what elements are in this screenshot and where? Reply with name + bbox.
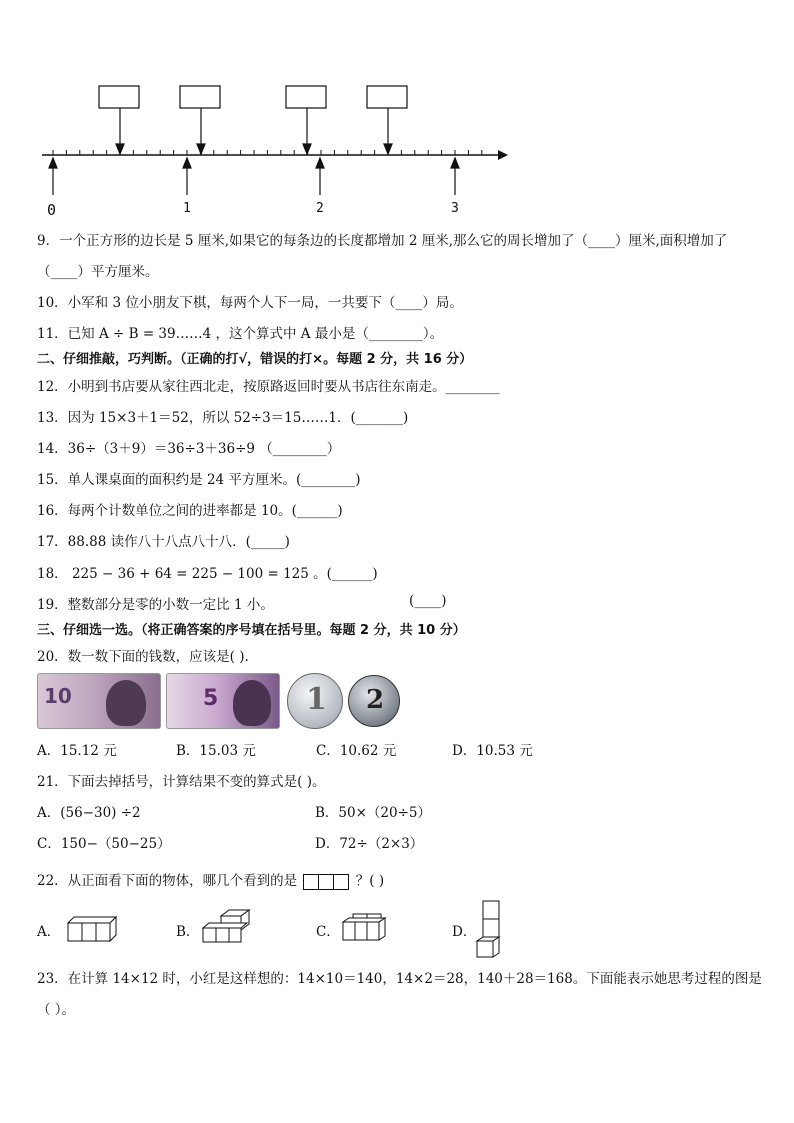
q18: 18． 225 − 36 + 64 = 225 − 100 = 125 。(______) [37, 566, 378, 582]
q12: 12．小明到书店要从家往西北走，按原路返回时要从书店往东南走。________ [37, 379, 500, 395]
q21-option-b[interactable]: B．50×（20÷5） [315, 805, 431, 821]
q21-option-c[interactable]: C．150−（50−25） [37, 836, 171, 852]
q22-stem-end: ？( ) [355, 873, 385, 889]
q14: 14．36÷（3＋9）＝36÷3＋36÷9 （________） [37, 441, 341, 457]
answer-box-4[interactable] [367, 86, 407, 108]
q20-option-a[interactable]: A．15.12 元 [37, 743, 117, 759]
q17: 17．88.88 读作八十八点八十八．(_____) [37, 534, 290, 550]
cubes-c-icon [339, 910, 395, 944]
cubes-b-icon [199, 906, 259, 944]
note-10-value: 10 [44, 684, 72, 708]
tick-label-3: 3 [451, 201, 459, 216]
q21-option-d[interactable]: D．72÷（2×3） [315, 836, 424, 852]
q15: 15．单人课桌面的面积约是 24 平方厘米。(________) [37, 472, 361, 488]
answer-box-1[interactable] [99, 86, 139, 108]
q19-blank[interactable]: (____) [409, 593, 447, 609]
q22-stem [37, 869, 384, 890]
q22-option-b[interactable]: B． [176, 924, 200, 940]
section-2-heading: 二、仔细推敲，巧判断。（正确的打√，错误的打×。每题 2 分，共 16 分） [37, 352, 473, 367]
number-line-svg [0, 0, 794, 230]
down-arrows [116, 108, 392, 154]
q10: 10．小军和 3 位小朋友下棋，每两个人下一局，一共要下（____）局。 [37, 295, 463, 311]
q19: 19．整数部分是零的小数一定比 1 小。 [37, 597, 274, 613]
tick-label-0: 0 [47, 201, 57, 219]
q9-line2: （____）平方厘米。 [37, 264, 159, 280]
cubes-a-icon [62, 913, 122, 943]
cubes-d-icon [473, 897, 507, 959]
q11: 11．已知 A ÷ B = 39……4 ，这个算式中 A 最小是（________）。 [37, 326, 444, 342]
q16: 16．每两个计数单位之间的进率都是 10。(______) [37, 503, 343, 519]
q21-option-a[interactable]: A．(56−30) ÷2 [37, 805, 141, 821]
two-jiao-coin-image [348, 675, 400, 727]
tick-label-1: 1 [183, 201, 191, 216]
portrait-icon [233, 680, 271, 726]
answer-box-3[interactable] [286, 86, 326, 108]
one-yuan-coin-image [287, 673, 343, 729]
q20-option-d[interactable]: D．10.53 元 [452, 743, 533, 759]
q23-line1: 23．在计算 14×12 时，小红是这样想的：14×10＝140，14×2＝28，140＋28＝168。下面能表示她思考过程的图是 [37, 971, 762, 987]
q22-stem-text: 22．从正面看下面的物体，哪几个看到的是 [37, 873, 298, 889]
section-3-heading: 三、仔细选一选。（将正确答案的序号填在括号里。每题 2 分，共 10 分） [37, 623, 466, 638]
q20-stem: 20．数一数下面的钱数，应该是( ). [37, 649, 249, 665]
axis-arrow-icon [498, 150, 508, 160]
coin-1-value: 1 [306, 682, 327, 717]
q22-option-c[interactable]: C． [316, 924, 340, 940]
q20-option-c[interactable]: C．10.62 元 [316, 743, 397, 759]
five-yuan-note-image [166, 673, 280, 729]
q20-option-b[interactable]: B．15.03 元 [176, 743, 256, 759]
ten-yuan-note-image [37, 673, 161, 729]
note-5-value: 5 [203, 686, 219, 711]
q9-line1: 9．一个正方形的边长是 5 厘米,如果它的每条边的长度都增加 2 厘米,那么它的周长增加了（____）厘米,面积增加了 [37, 233, 728, 249]
q13: 13．因为 15×3＋1＝52，所以 52÷3＝15……1．(_______) [37, 410, 409, 426]
q22-option-a[interactable]: A． [37, 924, 61, 940]
tick-label-2: 2 [316, 201, 324, 216]
coin-2-value: 2 [366, 685, 385, 715]
up-arrows [49, 158, 459, 195]
q21-stem: 21．下面去掉括号，计算结果不变的算式是( )。 [37, 774, 326, 790]
three-squares-icon [303, 874, 349, 890]
q23-line2: （ ）。 [37, 1002, 76, 1018]
q22-option-d[interactable]: D． [452, 924, 477, 940]
portrait-icon [106, 680, 146, 726]
answer-box-2[interactable] [180, 86, 220, 108]
